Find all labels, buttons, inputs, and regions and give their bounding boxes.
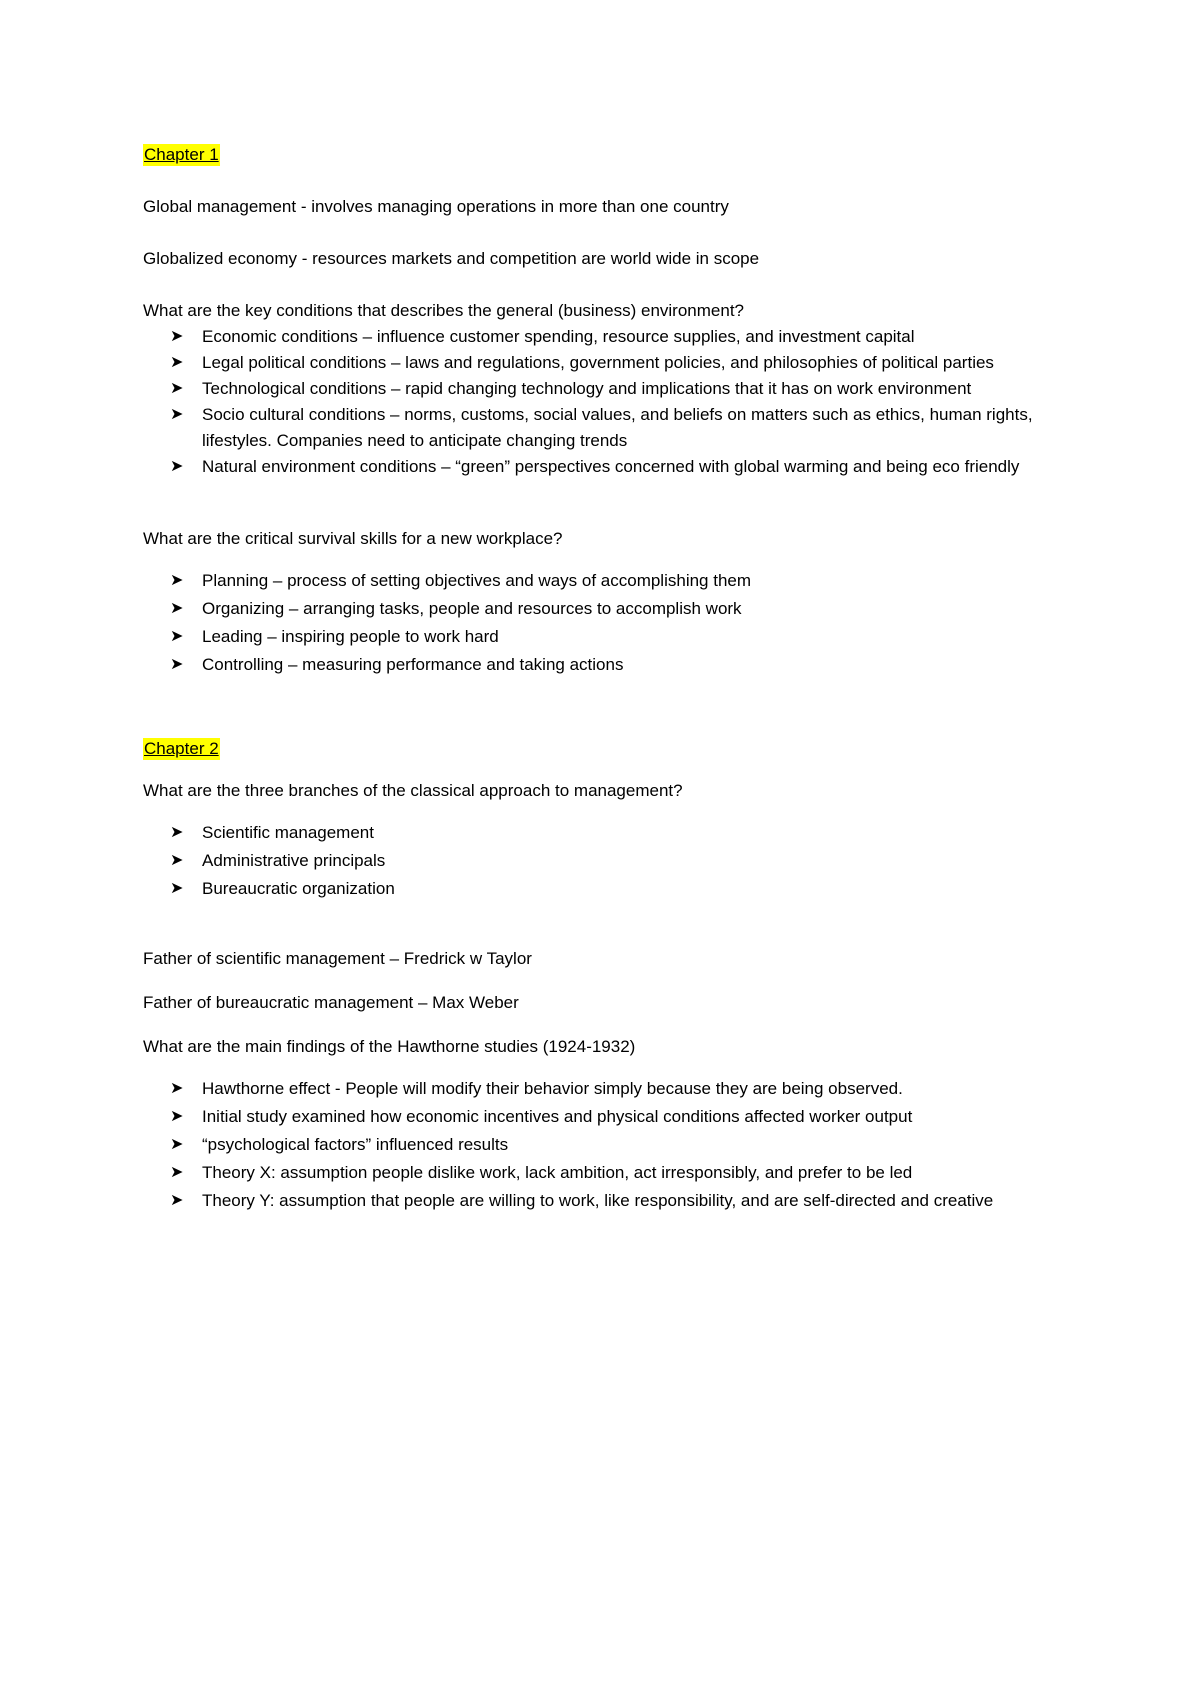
arrowhead-bullet-icon: ➤ bbox=[170, 1164, 184, 1181]
conditions-list bbox=[132, 324, 1060, 480]
list-item: ➤ “psychological factors” influenced results bbox=[132, 1132, 1060, 1158]
skills-list bbox=[132, 568, 1060, 678]
arrowhead-bullet-icon: ➤ bbox=[170, 354, 184, 371]
list-item: ➤ Economic conditions – influence customer spending, resource supplies, and investment capital bbox=[132, 324, 1060, 350]
list-item: ➤ Hawthorne effect - People will modify their behavior simply because they are being observed. bbox=[132, 1076, 1060, 1102]
arrowhead-bullet-icon: ➤ bbox=[170, 328, 184, 345]
arrowhead-bullet-icon: ➤ bbox=[170, 458, 184, 475]
list-item: ➤ Legal political conditions – laws and regulations, government policies, and philosophies of political parties bbox=[132, 350, 1060, 376]
chapter-1-section bbox=[143, 142, 1060, 678]
branches-list bbox=[132, 820, 1060, 902]
arrowhead-bullet-icon: ➤ bbox=[170, 824, 184, 841]
skills-question: What are the critical survival skills for a new workplace? bbox=[143, 529, 563, 548]
chapter-2-section bbox=[143, 736, 1060, 1214]
global-management-definition: Global management - involves managing operations in more than one country bbox=[143, 197, 729, 216]
arrowhead-bullet-icon: ➤ bbox=[170, 656, 184, 673]
conditions-question: What are the key conditions that describes the general (business) environment? bbox=[143, 301, 744, 320]
father-bureaucratic-management: Father of bureaucratic management – Max Weber bbox=[143, 993, 519, 1012]
list-item: ➤ Initial study examined how economic incentives and physical conditions affected worker output bbox=[132, 1104, 1060, 1130]
globalized-economy-definition: Globalized economy - resources markets and competition are world wide in scope bbox=[143, 249, 760, 268]
list-item: ➤ Theory Y: assumption that people are willing to work, like responsibility, and are self-directed and creative bbox=[132, 1188, 1060, 1214]
arrowhead-bullet-icon: ➤ bbox=[170, 1080, 184, 1097]
branches-question: What are the three branches of the classical approach to management? bbox=[143, 781, 683, 800]
hawthorne-findings-list bbox=[132, 1076, 1060, 1214]
arrowhead-bullet-icon: ➤ bbox=[170, 600, 184, 617]
arrowhead-bullet-icon: ➤ bbox=[170, 406, 184, 423]
list-item: ➤ Natural environment conditions – “green” perspectives concerned with global warming and being eco friendly bbox=[132, 454, 1060, 480]
chapter-1-heading: Chapter 1 bbox=[144, 145, 219, 164]
arrowhead-bullet-icon: ➤ bbox=[170, 572, 184, 589]
list-item: ➤ Technological conditions – rapid changing technology and implications that it has on work environment bbox=[132, 376, 1060, 402]
chapter-2-heading: Chapter 2 bbox=[144, 739, 219, 758]
hawthorne-question: What are the main findings of the Hawthorne studies (1924-1932) bbox=[143, 1037, 636, 1056]
list-item: ➤ Organizing – arranging tasks, people and resources to accomplish work bbox=[132, 596, 1060, 622]
arrowhead-bullet-icon: ➤ bbox=[170, 852, 184, 869]
list-item: ➤ Planning – process of setting objectives and ways of accomplishing them bbox=[132, 568, 1060, 594]
arrowhead-bullet-icon: ➤ bbox=[170, 628, 184, 645]
arrowhead-bullet-icon: ➤ bbox=[170, 1192, 184, 1209]
arrowhead-bullet-icon: ➤ bbox=[170, 1136, 184, 1153]
arrowhead-bullet-icon: ➤ bbox=[170, 380, 184, 397]
list-item: ➤ Socio cultural conditions – norms, customs, social values, and beliefs on matters such as ethics, human rights, lifestyles. Companies need to anticipate changing trends bbox=[132, 402, 1060, 454]
arrowhead-bullet-icon: ➤ bbox=[170, 880, 184, 897]
list-item: ➤ Theory X: assumption people dislike work, lack ambition, act irresponsibly, and prefer to be led bbox=[132, 1160, 1060, 1186]
list-item: ➤ Leading – inspiring people to work hard bbox=[132, 624, 1060, 650]
list-item: ➤ Bureaucratic organization bbox=[132, 876, 1060, 902]
list-item: ➤ Administrative principals bbox=[132, 848, 1060, 874]
father-scientific-management: Father of scientific management – Fredrick w Taylor bbox=[143, 949, 532, 968]
list-item: ➤ Controlling – measuring performance and taking actions bbox=[132, 652, 1060, 678]
list-item: ➤ Scientific management bbox=[132, 820, 1060, 846]
arrowhead-bullet-icon: ➤ bbox=[170, 1108, 184, 1125]
